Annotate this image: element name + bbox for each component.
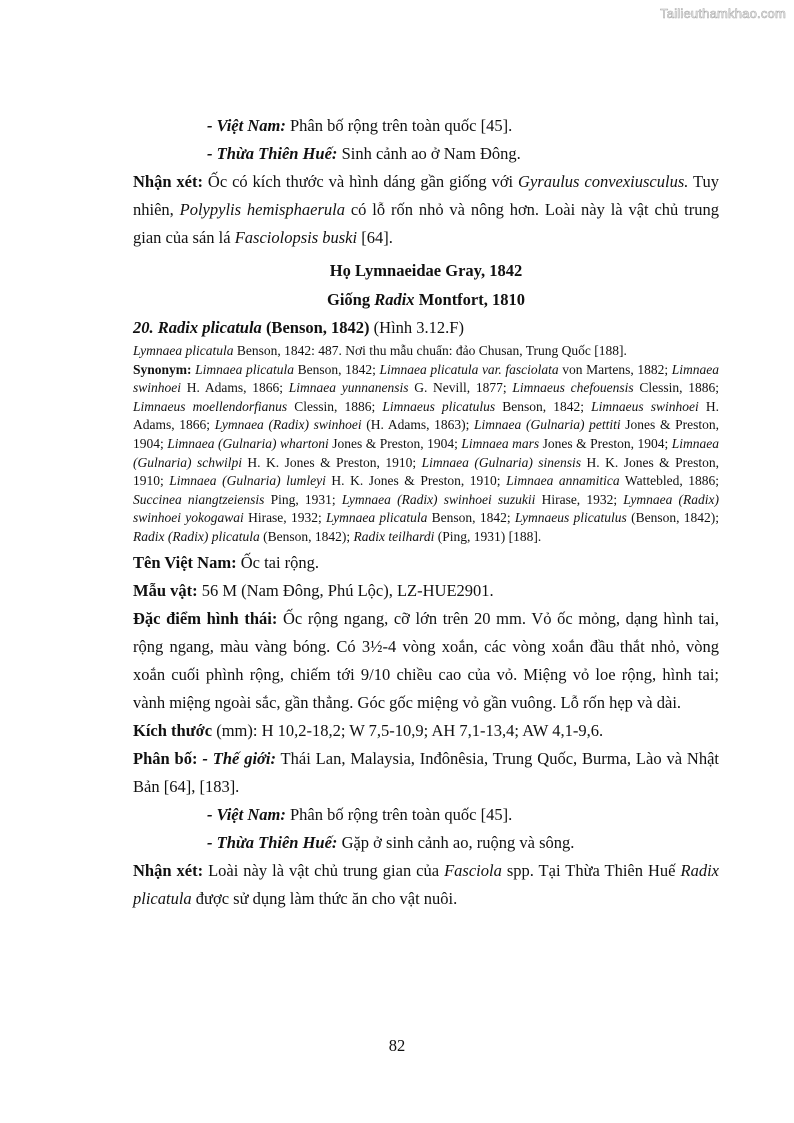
synonym-author: Wattebled, 1886; <box>619 473 719 489</box>
original-text: Benson, 1842: 487. Nơi thu mẫu chuẩn: đảo Chusan, Trung Quốc [188]. <box>233 343 627 358</box>
figure-reference: (Hình 3.12.F) <box>369 318 464 337</box>
synonym-author: H. Adams, 1866; <box>181 380 289 396</box>
synonym-name: Limnaea (Gulnaria) sinensis <box>421 454 582 470</box>
genus-heading <box>133 285 719 314</box>
size-label: Kích thước <box>133 720 213 740</box>
size <box>133 717 719 745</box>
species-name: Gyraulus convexiusculus. <box>518 172 689 191</box>
remark-text: spp. Tại Thừa Thiên Huế <box>501 860 681 880</box>
page-number: 82 <box>388 1036 406 1055</box>
vietnamese-name <box>133 549 719 577</box>
synonym-name: Succinea niangtzeiensis <box>133 491 265 507</box>
synonym-name: Limnaea (Gulnaria) schwilpi <box>133 435 719 470</box>
remark-text: Ốc có kích thước và hình dáng gần giống với <box>203 172 519 191</box>
tth-label: - Thừa Thiên Huế: <box>207 832 338 852</box>
synonym-author: (H. Adams, 1863); <box>361 417 475 433</box>
morphology-text: Ốc rộng ngang, cỡ lớn trên 20 mm. Vỏ ốc mỏng, dạng hình tai, rộng ngang, màu vàng bóng. Có 3½-4 vòng xoắn, các vòng xoắn đầu thắt nhỏ, vòng xoắn cuối phình rộng, chiếm tới 9/10 chiều cao của vỏ. Miệng vỏ loe rộng, hình tai; vành miệng ngoài sắc, gần thẳng. Góc gốc miệng vỏ gần vuông. Lỗ rốn hẹp và dài. <box>133 608 719 712</box>
remark-text: Loài này là vật chủ trung gian của <box>203 860 445 880</box>
vietnam-label: - Việt Nam: <box>207 804 286 824</box>
specimens-text: 56 M (Nam Đông, Phú Lộc), LZ-HUE2901. <box>197 580 494 600</box>
species-name: Fasciola <box>444 860 502 880</box>
vietnamese-name-label: Tên Việt Nam: <box>133 552 237 572</box>
synonym-author: H. K. Jones & Preston, 1910; <box>133 454 720 489</box>
synonym-label: Synonym: <box>133 361 192 377</box>
remark-label: Nhận xét: <box>133 860 204 880</box>
tth-label: - Thừa Thiên Huế: <box>207 144 338 163</box>
synonym-name: Limnaea annamitica <box>506 473 620 489</box>
world-text: Thái Lan, Malaysia, Inđônêsia, Trung Quốc, Burma, Lào và Nhật Bản [64], [183]. <box>133 748 719 796</box>
original-description <box>133 342 719 361</box>
synonym-name: Limnaea (Gulnaria) whartoni <box>167 435 329 451</box>
distribution-vietnam <box>133 801 719 829</box>
synonym-name: Radix (Radix) plicatula <box>133 528 260 544</box>
tth-text: Gặp ở sinh cảnh ao, ruộng và sông. <box>337 832 575 852</box>
species-title: 20. Radix plicatula <box>133 318 262 337</box>
synonym-name: Lymnaea (Radix) swinhoei yokogawai <box>133 491 720 526</box>
synonym-name: Limnaea plicatula <box>195 361 294 377</box>
remark-label: Nhận xét: <box>133 172 203 191</box>
remark-text: Tuy nhiên, <box>133 172 720 219</box>
synonym-name: Limnaea yunnanensis <box>288 380 409 396</box>
synonym-author: Benson, 1842; <box>495 398 592 414</box>
remark <box>133 857 719 913</box>
size-text: (mm): H 10,2-18,2; W 7,5-10,9; AH 7,1-13,4; AW 4,1-9,6. <box>212 720 604 740</box>
genus-prefix: Giống <box>326 290 375 309</box>
specimens <box>133 577 719 605</box>
synonym-author: H. Adams, 1866; <box>133 398 719 433</box>
synonym-author: (Benson, 1842); <box>626 510 719 526</box>
synonym-name: Limnaeus swinhoei <box>591 398 699 414</box>
prev-tth-distribution <box>133 140 719 168</box>
remark-text: [64]. <box>357 228 393 247</box>
synonym-author: Jones & Preston, 1904; <box>328 435 462 451</box>
remark-text: được sử dụng làm thức ăn cho vật nuôi. <box>191 888 458 908</box>
synonym-name: Lymnaea (Radix) swinhoei <box>214 417 362 433</box>
synonym-name: Limnaea plicatula var. fasciolata <box>379 361 559 377</box>
synonym-name: Limnaeus plicatulus <box>382 398 496 414</box>
vietnam-label: - Việt Nam: <box>207 116 286 135</box>
synonym-name: Limnaea mars <box>461 435 540 451</box>
synonym-author: (Benson, 1842); <box>259 528 354 544</box>
synonym-author: G. Nevill, 1877; <box>408 380 513 396</box>
synonym-author: Clessin, 1886; <box>633 380 719 396</box>
prev-remark <box>133 168 719 252</box>
remark-text: có lỗ rốn nhỏ và nông hơn. Loài này là vật chủ trung gian của sán lá <box>133 200 719 247</box>
morphology-label: Đặc điểm hình thái: <box>133 608 278 628</box>
synonym-name: Radix teilhardi <box>353 528 435 544</box>
synonym-name: Lymnaeus plicatulus <box>514 510 627 526</box>
vietnam-text: Phân bố rộng trên toàn quốc [45]. <box>285 804 513 824</box>
synonym-author: H. K. Jones & Preston, 1910; <box>325 473 507 489</box>
tth-text: Sinh cảnh ao ở Nam Đông. <box>337 144 521 163</box>
specimens-label: Mẫu vật: <box>133 580 198 600</box>
synonym-name: Lymnaea (Radix) swinhoei suzukii <box>341 491 536 507</box>
synonym-author: von Martens, 1882; <box>558 361 672 377</box>
synonym-author: H. K. Jones & Preston, 1910; <box>241 454 422 470</box>
vietnam-text: Phân bố rộng trên toàn quốc [45]. <box>285 116 513 135</box>
species-heading <box>133 314 719 342</box>
synonym-author: Jones & Preston, 1904; <box>133 417 720 451</box>
family-heading: Họ Lymnaeidae Gray, 1842 <box>329 261 523 280</box>
synonym-name: Limnaeus chefouensis <box>512 380 634 396</box>
synonym-author: Jones & Preston, 1904; <box>539 435 672 451</box>
watermark: Tailieuthamkhao.com <box>660 6 786 21</box>
page-content <box>133 112 719 913</box>
synonym-name: Limnaeus moellendorfianus <box>133 398 288 414</box>
distribution-tth <box>133 829 719 857</box>
synonym-name: Lymnaea plicatula <box>326 510 428 526</box>
distribution-label: Phân bố: <box>133 748 198 768</box>
synonym-author: (Ping, 1931) [188]. <box>434 528 542 544</box>
species-name: Fasciolopsis buski <box>234 228 358 247</box>
synonym-author: Ping, 1931; <box>264 491 342 507</box>
synonym-name: Limnaea (Gulnaria) lumleyi <box>169 473 326 489</box>
synonym-author: Hirase, 1932; <box>243 510 327 526</box>
vietnamese-name-text: Ốc tai rộng. <box>236 552 320 572</box>
world-label: - Thế giới: <box>197 748 276 768</box>
species-name: Polypylis hemisphaerula <box>179 200 345 219</box>
genus-author: Montfort, 1810 <box>414 290 525 309</box>
species-name: Radix plicatula <box>133 860 719 908</box>
synonym-list <box>133 361 719 547</box>
synonym-author: Hirase, 1932; <box>535 491 624 507</box>
genus-name: Radix <box>374 290 415 309</box>
synonym-author: Benson, 1842; <box>294 361 380 377</box>
synonym-name: Limnaea swinhoei <box>133 361 719 396</box>
distribution-world <box>133 745 719 801</box>
synonym-author: Clessin, 1886; <box>287 398 383 414</box>
synonym-author: Benson, 1842; <box>427 510 515 526</box>
prev-vietnam-distribution <box>133 112 719 140</box>
morphology <box>133 605 719 717</box>
species-author: (Benson, 1842) <box>261 318 370 337</box>
synonym-name: Limnaea (Gulnaria) pettiti <box>474 417 621 433</box>
species-name: Lymnaea plicatula <box>133 343 234 358</box>
